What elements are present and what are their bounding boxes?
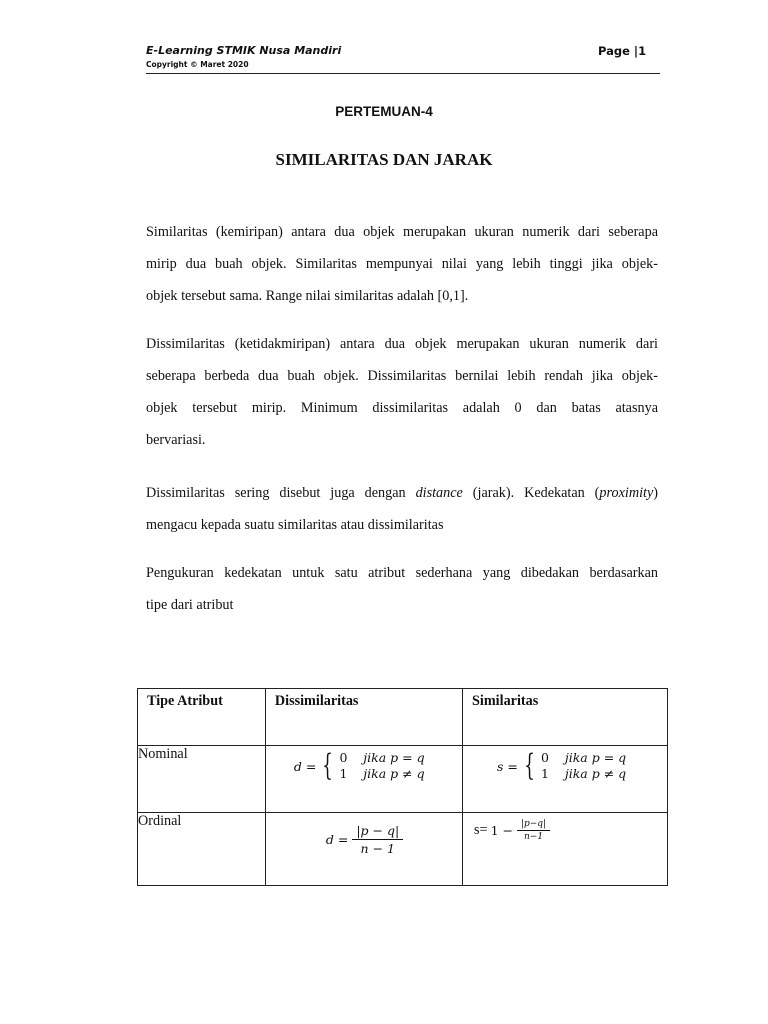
case-condition: jika p = q (363, 750, 425, 765)
header-similaritas: Similaritas (463, 689, 668, 746)
paragraph-similaritas (146, 216, 658, 312)
term-distance: distance (415, 485, 463, 501)
meeting-label: PERTEMUAN-4 (335, 104, 433, 119)
formula-ordinal-dissimilarity (326, 823, 462, 856)
paragraph-line: objek tersebut sama. Range nilai similaritas adalah [0,1]. (146, 288, 469, 304)
fraction-denominator: n−1 (524, 832, 544, 842)
paragraph-line: Similaritas (kemiripan) antara dua objek merupakan ukuran numerik dari seberapa (146, 224, 658, 240)
formula-lhs: d = (293, 758, 317, 774)
case-condition: jika p = q (564, 750, 627, 765)
paragraph-dissimilaritas (146, 328, 658, 456)
text-run: Dissimilaritas sering disebut juga dengan (146, 485, 416, 501)
paragraph-distance (146, 477, 658, 541)
page-number: Page |1 (598, 44, 647, 58)
case-value: 0 (541, 750, 549, 765)
header-copyright: Copyright © Maret 2020 (146, 60, 249, 69)
paragraph-line: mirip dua buah objek. Similaritas mempunyai nilai yang lebih tinggi jika objek- (146, 256, 658, 272)
brace-symbol: { (322, 748, 334, 783)
row-label: Nominal (138, 746, 266, 813)
formula-cell (265, 813, 462, 886)
case-condition: jika p ≠ q (363, 766, 425, 781)
paragraph-line: objek tersebut mirip. Minimum dissimilaritas adalah 0 dan batas atasnya (146, 400, 658, 416)
fraction (352, 823, 403, 856)
formula-lhs: s = (497, 758, 518, 774)
table-row-nominal (138, 746, 668, 813)
formula-ordinal-similarity (474, 819, 667, 842)
header-divider (146, 73, 660, 74)
paragraph-line: Dissimilaritas (ketidakmiripan) antara dua objek merupakan ukuran numerik dari (146, 336, 658, 352)
case-value: 0 (339, 750, 348, 765)
formula-prefix: s= (474, 822, 488, 838)
formula-cell (463, 813, 668, 886)
table-row-ordinal (138, 813, 668, 886)
brace-symbol: { (524, 748, 535, 783)
formula-nominal-dissimilarity (294, 750, 462, 782)
table-header-row (138, 689, 668, 746)
case-value: 1 (541, 766, 549, 781)
case-condition: jika p ≠ q (564, 766, 627, 781)
header-dissimilaritas: Dissimilaritas (265, 689, 462, 746)
fraction-numerator: |p − q| (352, 823, 403, 840)
document-title: SIMILARITAS DAN JARAK (275, 150, 493, 169)
formula-cases (541, 750, 626, 782)
formula-lhs: d = (325, 832, 349, 847)
formula-cell (463, 746, 668, 813)
row-label: Ordinal (138, 813, 266, 886)
header-title: E-Learning STMIK Nusa Mandiri (146, 44, 342, 57)
formula-lhs: 1 − (490, 823, 513, 838)
paragraph-line: tipe dari atribut (146, 597, 234, 613)
formula-nominal-similarity (497, 750, 667, 782)
header-left (146, 44, 341, 69)
paragraph-line: mengacu kepada suatu similaritas atau dissimilaritas (146, 517, 444, 533)
paragraph-line: Pengukuran kedekatan untuk satu atribut sederhana yang dibedakan berdasarkan (146, 565, 658, 581)
attribute-table (137, 688, 668, 886)
paragraph-line (146, 477, 658, 509)
fraction-numerator: |p−q| (517, 819, 550, 831)
paragraph-line: seberapa berbeda dua buah objek. Dissimilaritas bernilai lebih rendah jika objek- (146, 368, 658, 384)
header-tipe-atribut: Tipe Atribut (138, 689, 266, 746)
text-run: ) (653, 485, 658, 501)
text-run: (jarak). Kedekatan ( (462, 485, 600, 501)
paragraph-pengukuran (146, 557, 658, 621)
paragraph-line: bervariasi. (146, 432, 206, 448)
formula-cases (339, 750, 424, 782)
fraction-denominator: n − 1 (360, 841, 395, 856)
formula-cell (265, 746, 462, 813)
term-proximity: proximity (599, 485, 654, 501)
fraction (517, 819, 550, 842)
case-value: 1 (339, 766, 348, 781)
